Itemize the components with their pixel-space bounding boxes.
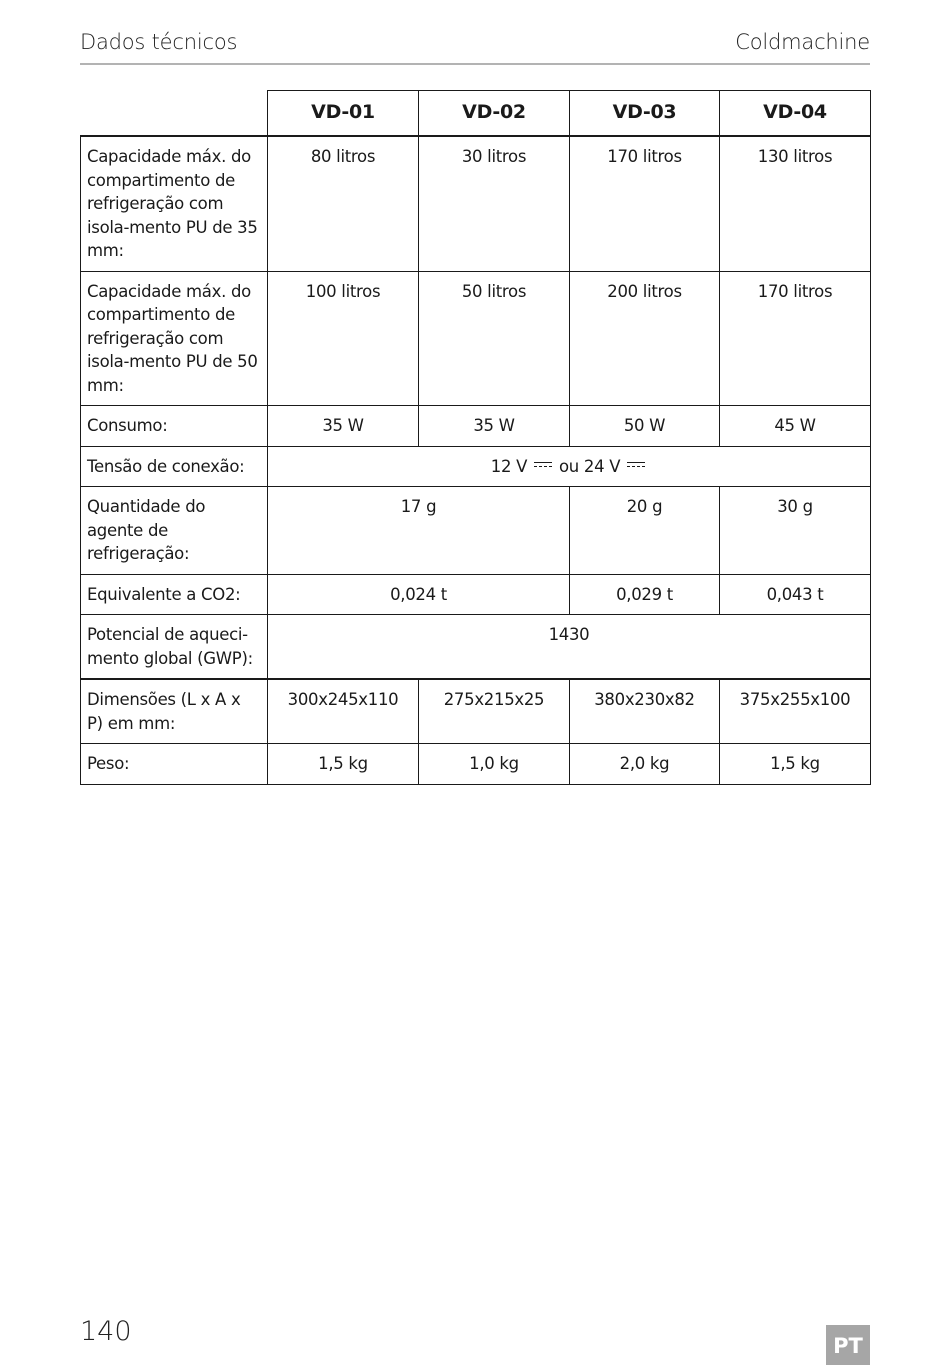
table-header-row [81,91,871,137]
table-cell: 35 W [419,406,570,447]
table-cell: 1,5 kg [720,744,871,785]
table-cell: 1,0 kg [419,744,570,785]
row-label: Peso: [81,744,268,785]
table-corner-cell [81,91,268,137]
row-capacity-50mm [81,271,871,406]
page-header [80,30,870,65]
row-capacity-35mm [81,136,871,271]
row-label: Consumo: [81,406,268,447]
column-header-vd01: VD-01 [268,91,419,137]
row-label: Potencial de aqueci-mento global (GWP): [81,615,268,680]
table-cell: 0,024 t [268,574,570,615]
dc-current-icon [534,462,552,470]
row-label: Capacidade máx. do compartimento de refrigeração com isola-mento PU de 50 mm: [81,271,268,406]
table-cell: 100 litros [268,271,419,406]
row-label: Quantidade do agente de refrigeração: [81,487,268,575]
table-cell: 0,043 t [720,574,871,615]
row-co2-equivalent [81,574,871,615]
row-voltage [81,446,871,487]
row-weight [81,744,871,785]
table-cell: 50 litros [419,271,570,406]
row-dimensions [81,679,871,744]
voltage-12v: 12 V [490,456,528,476]
technical-data-table [80,90,871,785]
product-name: Coldmachine [735,30,870,54]
table-cell: 45 W [720,406,871,447]
row-refrigerant-quantity [81,487,871,575]
table-cell: 275x215x25 [419,679,570,744]
row-gwp [81,615,871,680]
row-label: Capacidade máx. do compartimento de refrigeração com isola-mento PU de 35 mm: [81,136,268,271]
language-badge: PT [826,1325,870,1365]
table-cell: 1,5 kg [268,744,419,785]
dc-current-icon [627,462,645,470]
table-cell: 80 litros [268,136,419,271]
page-number: 140 [80,1316,132,1347]
section-title: Dados técnicos [80,30,238,54]
table-cell: 0,029 t [570,574,720,615]
voltage-24v: 24 V [583,456,621,476]
table-cell: 200 litros [570,271,720,406]
column-header-vd02: VD-02 [419,91,570,137]
table-cell: 50 W [570,406,720,447]
table-cell: 1430 [268,615,871,680]
row-label: Equivalente a CO2: [81,574,268,615]
table-cell: 130 litros [720,136,871,271]
voltage-cell [268,446,871,487]
table-cell: 375x255x100 [720,679,871,744]
table-cell: 300x245x110 [268,679,419,744]
column-header-vd04: VD-04 [720,91,871,137]
table-cell: 35 W [268,406,419,447]
table-cell: 30 g [720,487,871,575]
table-cell: 170 litros [720,271,871,406]
table-cell: 170 litros [570,136,720,271]
row-label: Dimensões (L x A x P) em mm: [81,679,268,744]
column-header-vd03: VD-03 [570,91,720,137]
table-cell: 2,0 kg [570,744,720,785]
row-label: Tensão de conexão: [81,446,268,487]
table-cell: 380x230x82 [570,679,720,744]
table-cell: 20 g [570,487,720,575]
row-consumption [81,406,871,447]
table-cell: 17 g [268,487,570,575]
table-cell: 30 litros [419,136,570,271]
voltage-or: ou [559,456,579,476]
